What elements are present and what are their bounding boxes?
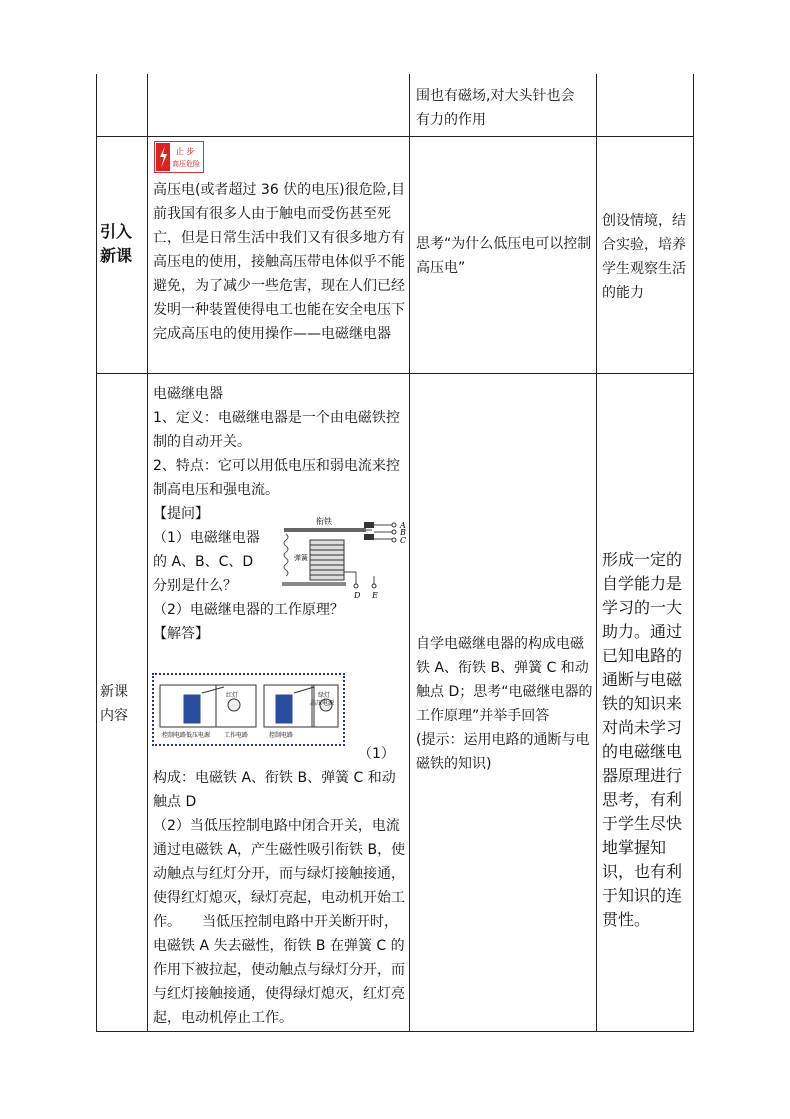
question-2: （2）电磁继电器的工作原理？ [153,602,344,618]
svg-text:绿灯: 绿灯 [318,692,331,699]
table-col-divider-1 [147,74,148,1032]
high-voltage-warning-sign [154,141,204,173]
answer-1: （1）构成：电磁铁 A、衔铁 B、弹簧 C 和动触点 D [153,746,396,810]
svg-text:控制电路: 控制电路 [162,732,187,739]
lesson-student-activity [416,632,596,776]
table-col-divider-3 [596,74,597,1032]
student-task: 自学电磁继电器的构成电磁铁 A、衔铁 B、弹簧 C 和动触点 D；思考“电磁继电器的工作原理”并举手回答 [416,636,593,724]
circuit-figure [152,673,345,746]
definition: 1、定义：电磁继电器是一个由电磁铁控制的自动开关。 [153,410,400,450]
answers-block [153,742,408,1030]
svg-text:C: C [400,536,407,545]
stage-new-lesson: 新课内容 [100,684,128,724]
svg-text:E: E [372,591,378,600]
relay-diagram [272,512,412,600]
intro-content: 高压电(或者超过 36 伏的电压)很危险,目前我国有很多人由于触电而受伤甚至死亡，但是日常生活中我们又有很多地方有高压电的使用，接触高压带电体似乎不能避免，为了减少一些危害，现在人们已经发明一种装置使得电工也能在安全电压下完成高压电的使用操作——电磁继电器 [153,182,406,342]
svg-text:B: B [400,528,406,537]
svg-text:低压电源: 低压电源 [186,732,211,739]
student-hint: (提示：运用电路的通断与电磁铁的知识) [416,732,590,772]
answer-2: （2）当低压控制电路中闭合开关，电流通过电磁铁 A，产生磁性吸引衔铁 B，使动触点与红灯分开，而与绿灯接触接通，使得红灯熄灭，绿灯亮起，电动机开始工作。 当低压控制电路中开关断开时，电磁铁 A 失去磁性，衔铁 B 在弹簧 C 的作用下被拉起，使动触点与绿灯分开，而与红灯接触接通，使得绿灯熄灭，红灯亮起，电动机停止工作。 [153,818,406,1026]
row-divider-1 [96,136,694,137]
stage-intro: 引入新课 [100,222,133,265]
table-border-left [96,74,97,1032]
row1-student-activity: 围也有磁场,对大头针也会有力的作用 [416,88,575,128]
row-divider-2 [96,373,694,374]
answer-label: 【解答】 [153,626,209,642]
table-border-right [693,74,694,1032]
table-border-bottom [96,1031,694,1032]
svg-text:控制电路: 控制电路 [269,732,294,739]
lightning-icon [155,142,203,172]
armature-label: 衔铁 [316,517,332,526]
question-2-block [153,598,408,646]
relay-figure [272,512,412,600]
lesson-design-intent: 形成一定的自学能力是学习的一大助力。通过已知电路的通断与电磁铁的知识来对尚未学习的电磁继电器原理进行思考，有利于学生尽快地掌握知识，也有利于知识的连贯性。 [602,550,683,929]
warning-line1: 止 步 [175,147,195,156]
spring-label: 弹簧 [294,554,308,562]
svg-text:A: A [400,521,406,530]
feature: 2、特点：它可以用低电压和弱电流来控制高电压和强电流。 [153,458,400,498]
svg-text:红灯: 红灯 [226,692,239,699]
svg-text:工作电路: 工作电路 [224,732,249,739]
lesson-intro-block [153,382,408,526]
ask-label: 【提问】 [153,506,209,522]
intro-design-intent: 创设情境，结合实验，培养学生观察生活的能力 [602,213,686,301]
warning-line2: 高压危险 [172,160,200,168]
svg-text:D: D [354,591,361,600]
svg-text:高压电源: 高压电源 [310,700,335,707]
question-1: （1）电磁继电器的 A、B、C、D 分别是什么？ [153,530,260,594]
intro-student-activity: 思考“为什么低压电可以控制高压电” [416,236,592,276]
circuit-diagram [154,675,343,744]
lesson-heading: 电磁继电器 [153,386,223,402]
